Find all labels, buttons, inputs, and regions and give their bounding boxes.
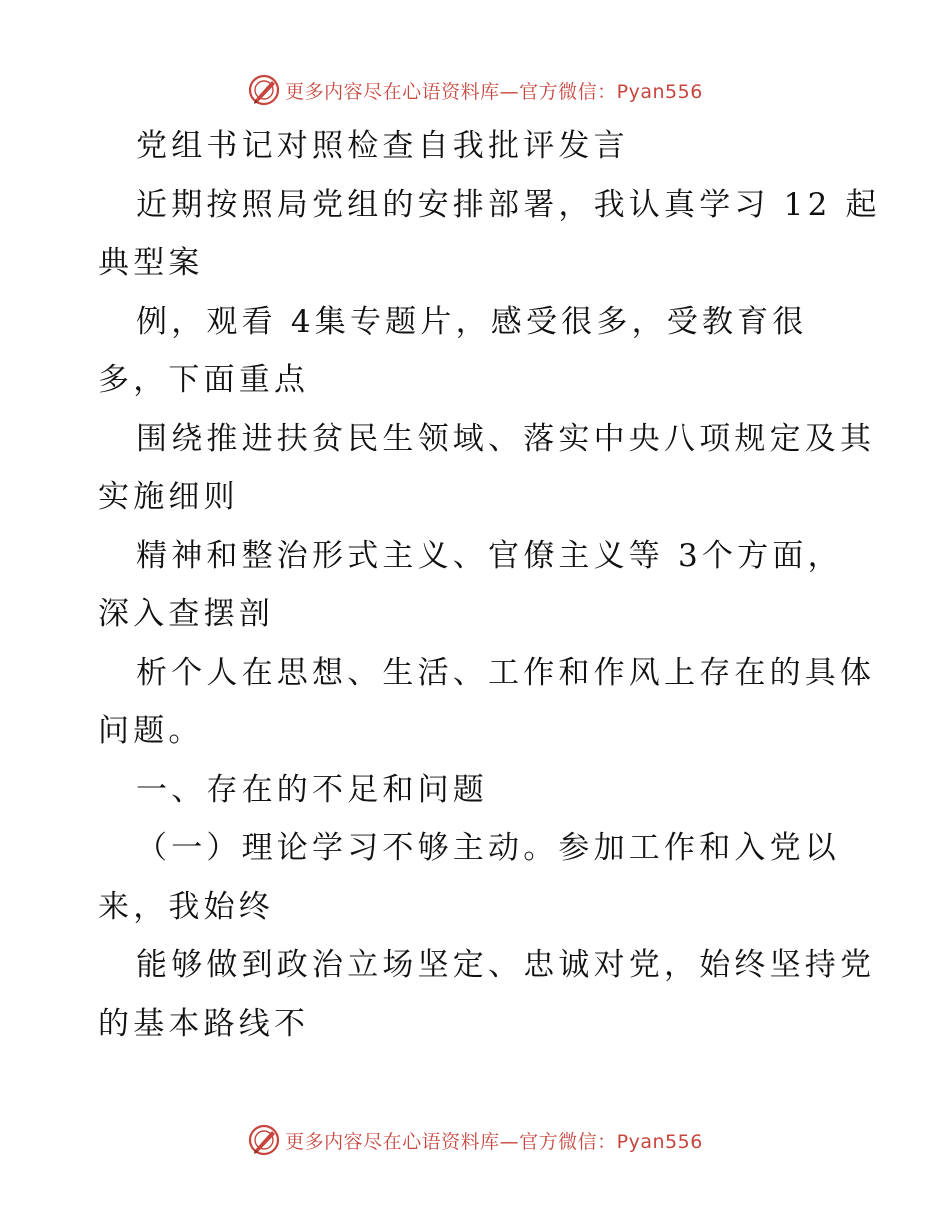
paragraph-line: 能够做到政治立场坚定、忠诚对党，始终坚持党	[136, 947, 876, 983]
paragraph-line: 实施细则	[98, 479, 239, 515]
paragraph-line: 析个人在思想、生活、工作和作风上存在的具体	[136, 655, 876, 691]
document-title: 党组书记对照检查自我批评发言	[136, 128, 629, 164]
paragraph-line: 围绕推进扶贫民生领域、落实中央八项规定及其	[136, 421, 876, 457]
paragraph-line: 多，下面重点	[98, 362, 310, 398]
paragraph-line: 精神和整治形式主义、官僚主义等 3个方面，	[136, 538, 843, 574]
watermark-text: 更多内容尽在心语资料库—官方微信：Pyan556	[285, 80, 703, 103]
paragraph-line: 的基本路线不	[98, 1006, 310, 1042]
footer-watermark	[0, 1120, 950, 1160]
paragraph-line: 典型案	[98, 245, 204, 281]
paragraph-line: 深入查摆剖	[98, 596, 274, 632]
paragraph-line: 问题。	[98, 713, 204, 749]
paragraph-line: 来，我始终	[98, 889, 274, 925]
pen-logo-icon	[247, 1123, 281, 1157]
subsection-heading-line: （一）理论学习不够主动。参加工作和入党以	[136, 830, 840, 866]
paragraph-line: 近期按照局党组的安排部署，我认真学习 12 起	[136, 187, 881, 223]
paragraph-line: 例，观看 4集专题片，感受很多，受教育很	[136, 304, 808, 340]
section-heading: 一、存在的不足和问题	[136, 772, 488, 808]
watermark-text: 更多内容尽在心语资料库—官方微信：Pyan556	[285, 1130, 703, 1153]
